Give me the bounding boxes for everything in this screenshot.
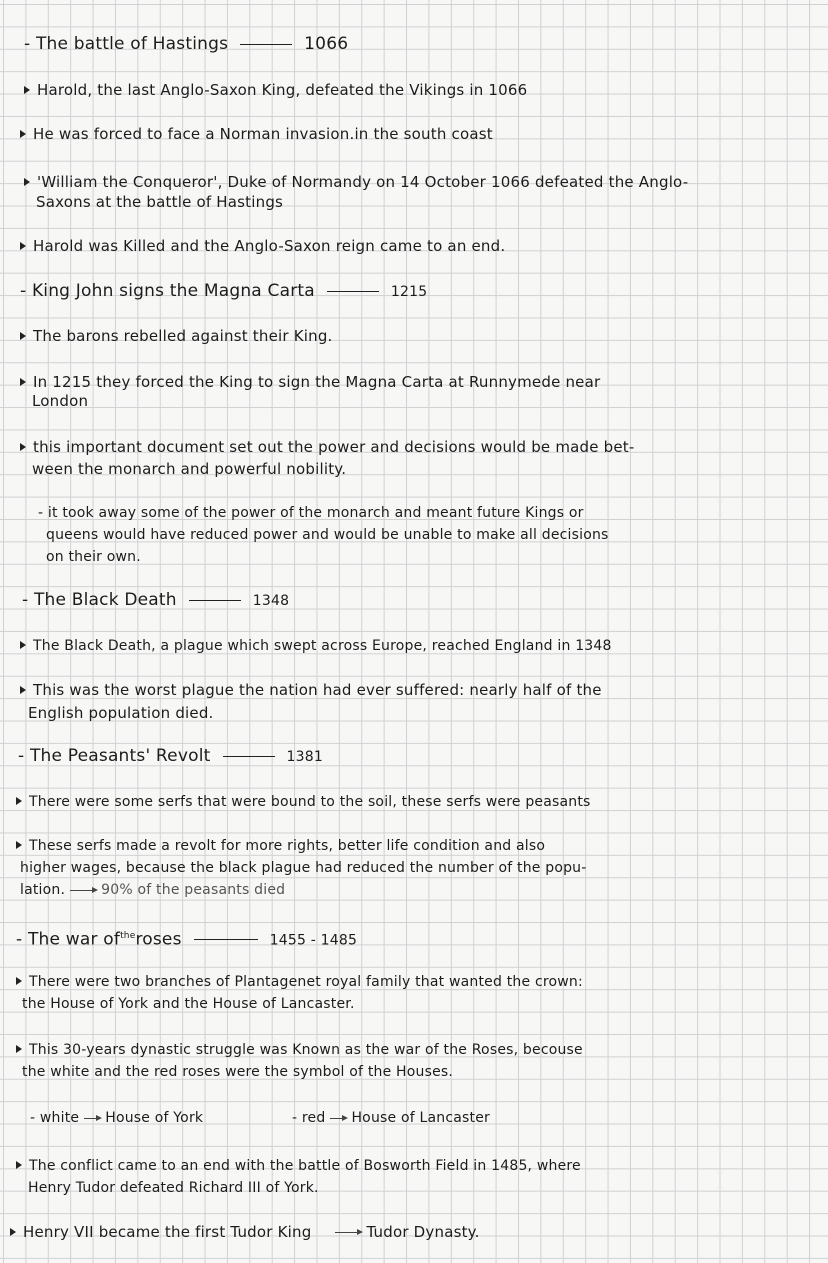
bullet-text: Saxons at the battle of Hastings [36, 193, 284, 211]
heading-hastings-title: - The battle of Hastings [24, 34, 229, 54]
bullet-text: lation. [20, 882, 66, 898]
bullet-text: This 30-years dynastic struggle was Known as the war of the Roses, becouse [29, 1042, 583, 1058]
bullet-text: The Black Death, a plague which swept across Europe, reached England in 1348 [33, 638, 612, 654]
sub-magna-1 [38, 503, 584, 523]
arrow-right-icon [335, 1232, 361, 1233]
arrow-right-icon [70, 890, 96, 891]
house-york: House of York [105, 1110, 204, 1126]
bullet-magna-1 [20, 326, 333, 346]
bullet-text: London [32, 392, 89, 410]
bullet-roses-1-cont [22, 994, 355, 1014]
bullet-text: English population died. [28, 704, 214, 722]
bullet-roses-3-cont [28, 1178, 319, 1198]
bullet-icon [20, 130, 26, 138]
dash-line [189, 600, 241, 601]
heading-black-death [22, 590, 289, 611]
bullet-icon [16, 1161, 22, 1169]
sub-magna-2 [46, 525, 609, 545]
bullet-peasants-1 [16, 792, 591, 812]
bullet-text: the House of York and the House of Lancaster. [22, 996, 355, 1012]
tudor-dynasty: Tudor Dynasty. [366, 1223, 480, 1241]
bullet-peasants-2 [16, 836, 545, 856]
bullet-text: Henry VII became the first Tudor King [23, 1223, 312, 1241]
bullet-roses-4 [10, 1222, 480, 1242]
bullet-peasants-2-end [20, 880, 285, 900]
house-lancaster: House of Lancaster [351, 1110, 491, 1126]
note-text: 90% of the peasants died [101, 882, 286, 898]
bullet-text: The conflict came to an end with the battle of Bosworth Field in 1485, where [29, 1158, 581, 1174]
arrow-right-icon [84, 1118, 100, 1119]
heading-war-of-roses [16, 926, 357, 951]
bullet-text: this important document set out the power and decisions would be made bet- [33, 438, 635, 456]
bullet-text: There were some serfs that were bound to the soil, these serfs were peasants [29, 794, 591, 810]
bullet-magna-3-cont [32, 459, 346, 479]
bullet-icon [20, 686, 26, 694]
bullet-icon [24, 178, 30, 186]
heading-hastings-year: 1066 [304, 34, 349, 54]
heading-magna-carta [20, 281, 427, 302]
bullet-hastings-1 [24, 80, 527, 100]
arrow-right-icon [330, 1118, 346, 1119]
sub-text: queens would have reduced power and would be unable to make all decisions [46, 527, 609, 543]
bullet-hastings-2 [20, 124, 493, 144]
heading-roses-title: - The war of [16, 929, 121, 950]
bullet-roses-3 [16, 1156, 581, 1176]
bullet-text: 'William the Conqueror', Duke of Normandy on 14 October 1066 defeated the Anglo- [37, 173, 689, 191]
bullet-roses-2 [16, 1040, 583, 1060]
heading-peasants-title: - The Peasants' Revolt [18, 746, 211, 766]
bullet-hastings-4 [20, 236, 505, 256]
heading-peasants-revolt [18, 746, 323, 767]
dash-line [327, 291, 379, 292]
bullet-text: These serfs made a revolt for more rights, better life condition and also [29, 838, 546, 854]
bullet-text: Henry Tudor defeated Richard III of York. [28, 1180, 319, 1196]
bullet-text: The barons rebelled against their King. [33, 327, 333, 345]
bullet-text: Harold, the last Anglo-Saxon King, defeated the Vikings in 1066 [37, 81, 528, 99]
bullet-peasants-2-cont [20, 858, 587, 878]
heading-hastings [24, 34, 348, 54]
heading-magna-title: - King John signs the Magna Carta [20, 281, 315, 301]
heading-peasants-year: 1381 [286, 749, 323, 765]
white-label: - white [30, 1110, 80, 1126]
bullet-text: There were two branches of Plantagenet royal family that wanted the crown: [29, 974, 583, 990]
roses-white-line [30, 1108, 203, 1128]
bullet-icon [16, 977, 22, 985]
heading-black-title: - The Black Death [22, 590, 177, 610]
bullet-hastings-3 [24, 172, 688, 192]
bullet-roses-2-cont [22, 1062, 453, 1082]
bullet-icon [20, 242, 26, 250]
bullet-icon [20, 378, 26, 386]
heading-roses-sup: the [120, 931, 136, 941]
bullet-icon [16, 797, 22, 805]
bullet-icon [20, 332, 26, 340]
sub-text: on their own. [46, 549, 141, 565]
sub-magna-3 [46, 547, 141, 567]
bullet-icon [10, 1228, 16, 1236]
bullet-text: He was forced to face a Norman invasion.in the south coast [33, 125, 493, 143]
dash-line [194, 939, 258, 940]
heading-black-year: 1348 [252, 593, 290, 609]
heading-roses-title-end: roses [135, 929, 182, 950]
dash-line [223, 756, 275, 757]
bullet-text: This was the worst plague the nation had ever suffered: nearly half of the [33, 681, 602, 699]
bullet-icon [24, 86, 30, 94]
bullet-icon [20, 443, 26, 451]
bullet-text: ween the monarch and powerful nobility. [32, 460, 347, 478]
red-label: - red [292, 1110, 326, 1126]
roses-red-line [292, 1108, 490, 1128]
bullet-hastings-3-cont [36, 192, 283, 212]
bullet-text: Harold was Killed and the Anglo-Saxon reign came to an end. [33, 237, 506, 255]
bullet-text: higher wages, because the black plague had reduced the number of the popu- [20, 860, 587, 876]
bullet-magna-2-cont [32, 391, 88, 411]
bullet-text: In 1215 they forced the King to sign the Magna Carta at Runnymede near [33, 373, 601, 391]
heading-roses-year: 1455 - 1485 [269, 932, 358, 949]
bullet-icon [16, 841, 22, 849]
bullet-black-1 [20, 636, 612, 656]
bullet-black-2 [20, 680, 602, 700]
bullet-black-2-cont [28, 703, 214, 723]
bullet-roses-1 [16, 972, 583, 992]
bullet-magna-2 [20, 372, 600, 392]
bullet-magna-3 [20, 437, 635, 457]
sub-text: - it took away some of the power of the monarch and meant future Kings or [38, 505, 584, 521]
bullet-text: the white and the red roses were the symbol of the Houses. [22, 1064, 454, 1080]
heading-magna-year: 1215 [390, 284, 428, 300]
bullet-icon [16, 1045, 22, 1053]
bullet-icon [20, 641, 26, 649]
dash-line [240, 44, 292, 45]
